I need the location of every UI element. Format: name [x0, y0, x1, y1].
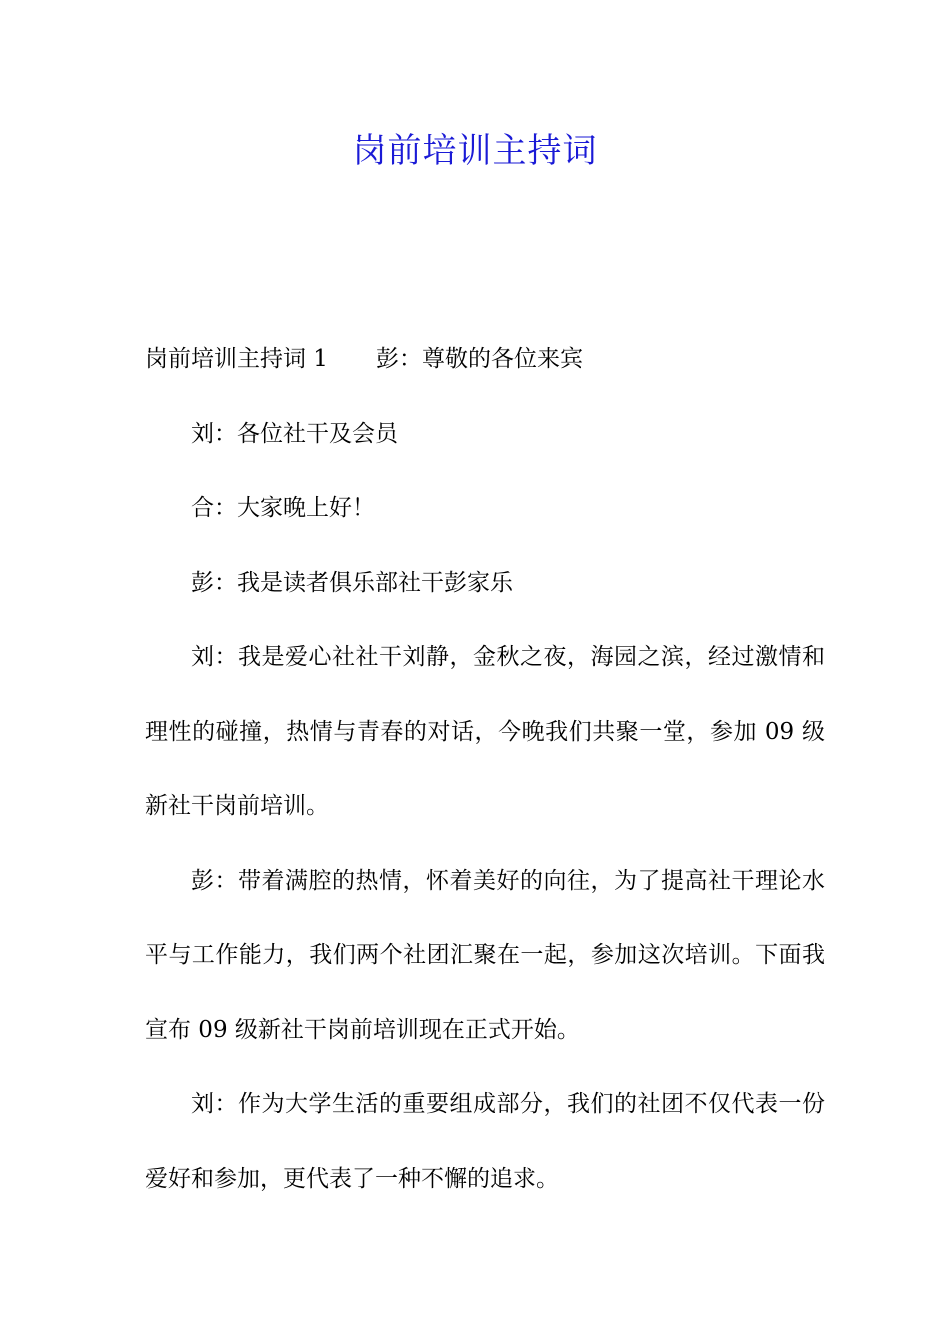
document-title: 岗前培训主持词 [352, 131, 598, 171]
paragraph: 彭：我是读者俱乐部社干彭家乐 [191, 569, 513, 596]
paragraph: 合：大家晚上好！ [191, 495, 375, 521]
paragraph: 彭：带着满腔的热情，怀着美好的向往，为了提高社干理论水平与工作能力，我们两个社团汇聚在一起，参加这次培训。下面我宣布 09 级新社干岗前培训现在正式开始。 [145, 867, 825, 1043]
paragraph: 刘：作为大学生活的重要组成部分，我们的社团不仅代表一份爱好和参加，更代表了一种不懈的追求。 [145, 1091, 825, 1192]
paragraph: 刘：各位社干及会员 [191, 420, 398, 447]
first-line [145, 322, 825, 397]
first-line-text: 彭：尊敬的各位来宾 [375, 346, 583, 372]
section-heading: 岗前培训主持词 1 [145, 346, 328, 372]
document-body [145, 322, 825, 1216]
paragraph: 刘：我是爱心社社干刘静，金秋之夜，海园之滨，经过激情和理性的碰撞，热情与青春的对话，今晚我们共聚一堂，参加 09 级新社干岗前培训。 [145, 644, 825, 819]
